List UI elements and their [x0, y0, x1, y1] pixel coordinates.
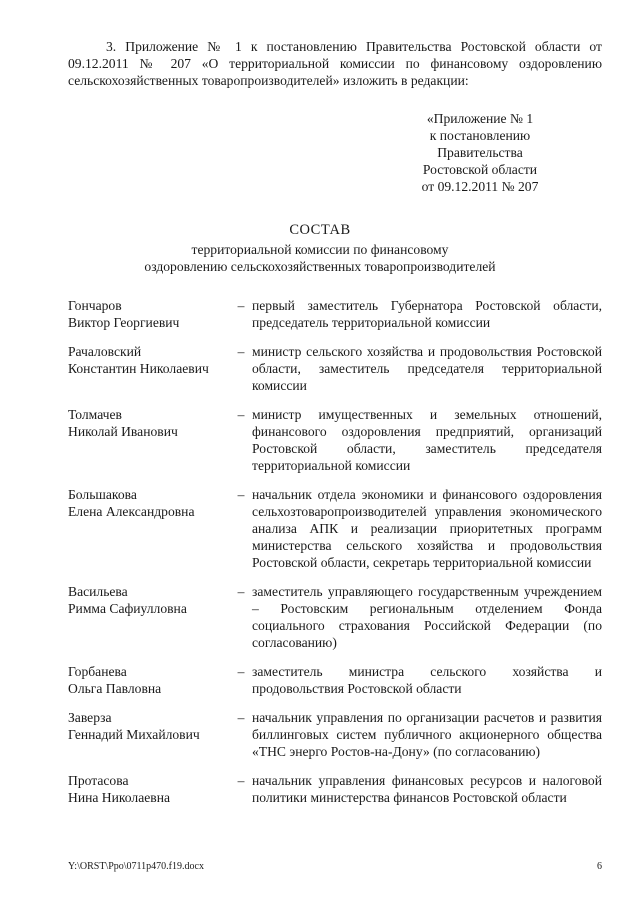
member-given-name: Елена Александровна	[68, 504, 195, 519]
member-entry	[68, 772, 602, 806]
dash-separator: –	[237, 344, 245, 359]
member-given-name: Нина Николаевна	[68, 790, 170, 805]
dash-separator: –	[237, 710, 245, 725]
member-role: министр имущественных и земельных отношений, финансового оздоровления предприятий, организаций Ростовской области, заместитель председателя территориальной комиссии	[252, 407, 602, 473]
member-entry	[68, 709, 602, 760]
member-name	[68, 583, 230, 617]
member-surname: Протасова	[68, 773, 129, 788]
member-given-name: Николай Иванович	[68, 424, 178, 439]
member-name	[68, 663, 230, 697]
member-role: заместитель управляющего государственным учреждением – Ростовским региональным отделением Фонда социального страхования Российской Федерации (по согласованию)	[252, 584, 602, 650]
heading-subtitle-line2: оздоровлению сельскохозяйственных товаропроизводителей	[144, 259, 496, 274]
appendix-line: Ростовской области	[422, 162, 538, 177]
member-surname: Горбанева	[68, 664, 127, 679]
page-footer	[68, 858, 602, 875]
member-surname: Толмачев	[68, 407, 122, 422]
member-entry	[68, 486, 602, 571]
member-surname: Заверза	[68, 710, 112, 725]
member-role: первый заместитель Губернатора Ростовской области, председатель территориальной комиссии	[252, 298, 602, 330]
appendix-line: «Приложение № 1	[426, 111, 534, 126]
commission-heading	[0, 222, 640, 275]
member-role: министр сельского хозяйства и продовольствия Ростовской области, заместитель председателя территориальной комиссии	[252, 344, 602, 393]
members-list	[68, 297, 602, 818]
member-role: начальник управления по организации расчетов и развития биллинговых систем публичного акционерного общества «ТНС энерго Ростов-на-Дону» (по согласованию)	[252, 710, 602, 759]
member-entry	[68, 583, 602, 651]
member-role: начальник отдела экономики и финансового оздоровления сельхозтоваропроизводителей управления экономического анализа АПК и реализации приоритетных программ министерства сельского хозяйства и продовольствия Ростовской области, секретарь территориальной комиссии	[252, 487, 602, 570]
appendix-line: от 09.12.2011 № 207	[421, 179, 539, 194]
member-entry	[68, 663, 602, 697]
dash-separator: –	[237, 773, 245, 788]
member-surname: Васильева	[68, 584, 128, 599]
heading-subtitle-line1: территориальной комиссии по финансовому	[191, 242, 449, 257]
member-name	[68, 297, 230, 331]
member-surname: Большакова	[68, 487, 137, 502]
member-given-name: Константин Николаевич	[68, 361, 209, 376]
member-given-name: Виктор Георгиевич	[68, 315, 180, 330]
member-surname: Рачаловский	[68, 344, 142, 359]
member-name	[68, 406, 230, 440]
dash-separator: –	[237, 298, 245, 313]
member-given-name: Геннадий Михайлович	[68, 727, 200, 742]
member-role: заместитель министра сельского хозяйства и продовольствия Ростовской области	[252, 664, 602, 696]
dash-separator: –	[237, 407, 245, 422]
member-name	[68, 709, 230, 743]
dash-separator: –	[237, 664, 245, 679]
member-entry	[68, 343, 602, 394]
file-path: Y:\ORST\Ppo\0711p470.f19.docx	[68, 861, 204, 872]
appendix-line: Правительства	[437, 145, 523, 160]
intro-paragraph: 3. Приложение № 1 к постановлению Правительства Ростовской области от 09.12.2011 № 207 «О территориальной комиссии по финансовому оздоровлению сельскохозяйственных товаропроизводителей» изложить в редакции:	[68, 39, 602, 88]
dash-separator: –	[237, 584, 245, 599]
appendix-line: к постановлению	[429, 128, 531, 143]
dash-separator: –	[237, 487, 245, 502]
member-role: начальник управления финансовых ресурсов и налоговой политики министерства финансов Ростовской области	[252, 773, 602, 805]
member-given-name: Ольга Павловна	[68, 681, 162, 696]
member-name	[68, 486, 230, 520]
member-entry	[68, 406, 602, 474]
member-name	[68, 343, 230, 377]
appendix-reference	[360, 110, 600, 195]
heading-title: СОСТАВ	[289, 222, 351, 238]
member-name	[68, 772, 230, 806]
page-number: 6	[597, 861, 602, 872]
member-entry	[68, 297, 602, 331]
member-given-name: Римма Сафиулловна	[68, 601, 187, 616]
document-page	[68, 38, 602, 89]
member-surname: Гончаров	[68, 298, 122, 313]
